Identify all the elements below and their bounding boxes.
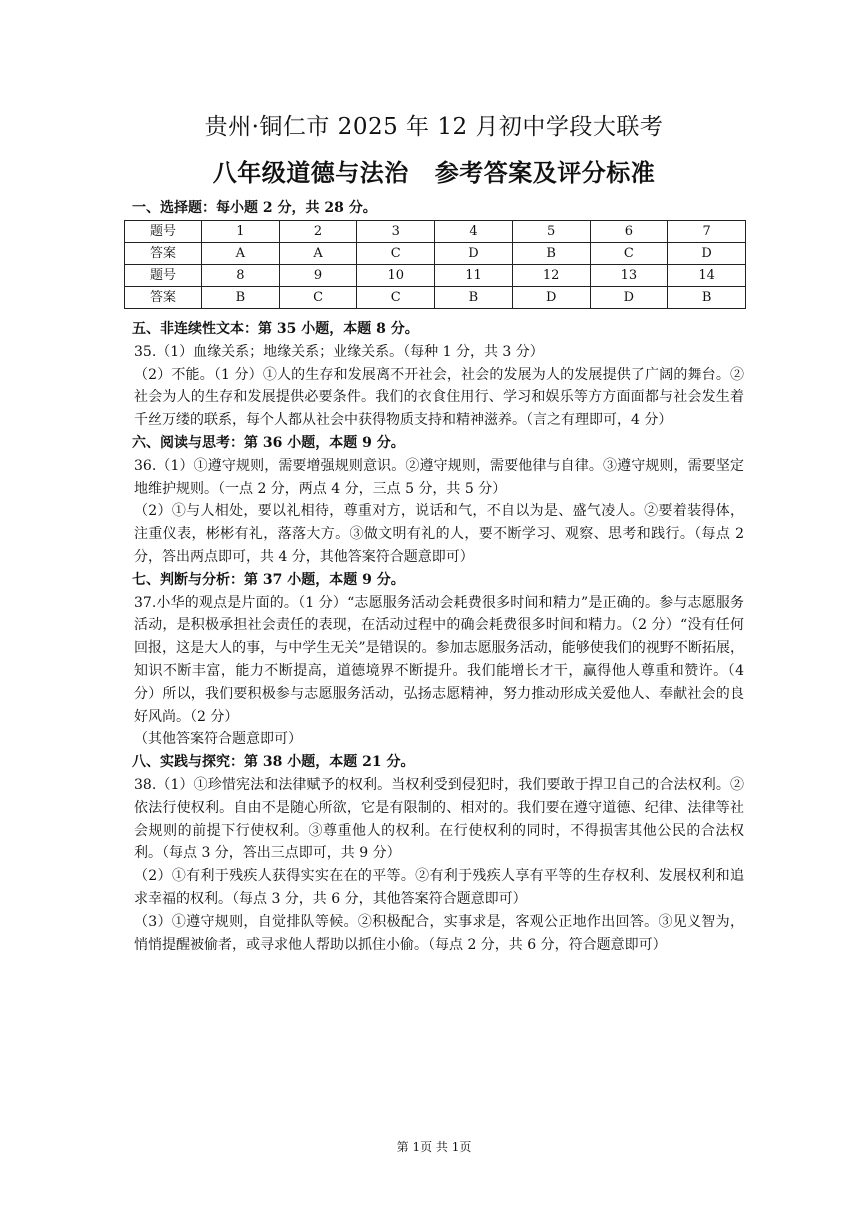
table-row-header-cell: 题号 bbox=[125, 221, 202, 243]
answer-paragraph: （3）①遵守规则，自觉排队等候。②积极配合，实事求是，客观公正地作出回答。③见义智为，悄悄提醒被偷者，或寻求他人帮助以抓住小偷。（每点 2 分，共 6 分，符合题意即可） bbox=[134, 913, 744, 953]
table-cell: C bbox=[279, 287, 357, 309]
table-row bbox=[125, 243, 746, 265]
section-heading: 八、实践与探究：第 38 小题，本题 21 分。 bbox=[132, 754, 415, 771]
table-row bbox=[125, 221, 746, 243]
table-row-header-cell: 答案 bbox=[125, 287, 202, 309]
answer-paragraph: （2）①与人相处，要以礼相待，尊重对方，说话和气，不自以为是、盛气凌人。②要着装得体，注重仪表，彬彬有礼，落落大方。③做文明有礼的人，要不断学习、观察、思考和践行。（每点 2 分，答出两点即可，共 4 分，其他答案符合题意即可） bbox=[134, 503, 744, 565]
page-footer: 第 1页 共 1页 bbox=[396, 1140, 472, 1154]
table-cell: C bbox=[357, 243, 435, 265]
exam-title: 贵州·铜仁市 2025 年 12 月初中学段大联考 bbox=[204, 114, 664, 140]
answer-table bbox=[124, 220, 746, 309]
table-cell: 9 bbox=[279, 265, 357, 287]
subject-title bbox=[0, 157, 868, 189]
section-heading: 五、非连续性文本：第 35 小题，本题 8 分。 bbox=[132, 321, 419, 337]
table-cell: A bbox=[279, 243, 357, 265]
table-cell: C bbox=[357, 287, 435, 309]
table-cell: B bbox=[512, 243, 590, 265]
table-cell: B bbox=[435, 287, 513, 309]
table-cell: 6 bbox=[590, 221, 668, 243]
table-row bbox=[125, 265, 746, 287]
table-cell: D bbox=[668, 243, 746, 265]
answer-paragraph: （其他答案符合题意即可） bbox=[134, 731, 302, 748]
answer-body bbox=[132, 318, 744, 956]
answer-paragraph: 35.（1）血缘关系；地缘关系；业缘关系。（每种 1 分，共 3 分） bbox=[134, 343, 544, 360]
answer-paragraph: 37.小华的观点是片面的。（1 分）“志愿服务活动会耗费很多时间和精力”是正确的。参与志愿服务活动，是积极承担社会责任的表现，在活动过程中的确会耗费很多时间和精力。（2 分）“没有任何回报，这是大人的事，与中学生无关”是错误的。参加志愿服务活动，能够使我们的视野不断拓展，知识不断丰富，能力不断提高，道德境界不断提升。我们能增长才干，赢得他人尊重和赞许。（4 分）所以，我们要积极参与志愿服务活动，弘扬志愿精神，努力推动形成关爱他人、奉献社会的良好风尚。（2 分） bbox=[134, 594, 744, 725]
section-heading: 六、阅读与思考：第 36 小题，本题 9 分。 bbox=[132, 434, 405, 451]
table-row-header-cell: 答案 bbox=[125, 243, 202, 265]
table-cell: 12 bbox=[512, 265, 590, 287]
answer-paragraph: 36.（1）①遵守规则，需要增强规则意识。②遵守规则，需要他律与自律。③遵守规则，需要坚定地维护规则。（一点 2 分，两点 4 分，三点 5 分，共 5 分） bbox=[134, 457, 744, 497]
table-cell: 1 bbox=[202, 221, 280, 243]
table-cell: 8 bbox=[202, 265, 280, 287]
table-cell: C bbox=[590, 243, 668, 265]
table-cell: D bbox=[512, 287, 590, 309]
table-cell: 7 bbox=[668, 221, 746, 243]
table-cell: 14 bbox=[668, 265, 746, 287]
table-cell: B bbox=[668, 287, 746, 309]
answer-key-label: 参考答案及评分标准 bbox=[434, 158, 656, 187]
answer-paragraph: （2）不能。（1 分）①人的生存和发展离不开社会，社会的发展为人的发展提供了广阔的舞台。②社会为人的生存和发展提供必要条件。我们的衣食住用行、学习和娱乐等方方面面都与社会发生着千丝万缕的联系，每个人都从社会中获得物质支持和精神滋养。（言之有理即可，4 分） bbox=[134, 366, 744, 429]
subject-name: 八年级道德与法治 bbox=[212, 158, 409, 187]
table-cell: 2 bbox=[279, 221, 357, 243]
answer-paragraph: 38.（1）①珍惜宪法和法律赋予的权利。当权利受到侵犯时，我们要敢于捍卫自己的合法权利。②依法行使权利。自由不是随心所欲，它是有限制的、相对的。我们要在遵守道德、纪律、法律等社会规则的前提下行使权利。③尊重他人的权利。在行使权利的同时，不得损害其他公民的合法权利。（每点 3 分，答出三点即可，共 9 分） bbox=[134, 776, 744, 862]
table-row-header-cell: 题号 bbox=[125, 265, 202, 287]
table-row bbox=[125, 287, 746, 309]
table-cell: 3 bbox=[357, 221, 435, 243]
answer-paragraph: （2）①有利于残疾人获得实实在在的平等。②有利于残疾人享有平等的生存权利、发展权利和追求幸福的权利。（每点 3 分，共 6 分，其他答案符合题意即可） bbox=[134, 868, 744, 907]
table-cell: D bbox=[590, 287, 668, 309]
table-cell: D bbox=[435, 243, 513, 265]
table-cell: 4 bbox=[435, 221, 513, 243]
table-cell: 5 bbox=[512, 221, 590, 243]
section-heading: 七、判断与分析：第 37 小题，本题 9 分。 bbox=[132, 571, 405, 588]
section-heading-choice: 一、选择题：每小题 2 分，共 28 分。 bbox=[132, 200, 377, 216]
table-cell: A bbox=[202, 243, 280, 265]
table-cell: 13 bbox=[590, 265, 668, 287]
table-cell: B bbox=[202, 287, 280, 309]
table-cell: 10 bbox=[357, 265, 435, 287]
table-cell: 11 bbox=[435, 265, 513, 287]
